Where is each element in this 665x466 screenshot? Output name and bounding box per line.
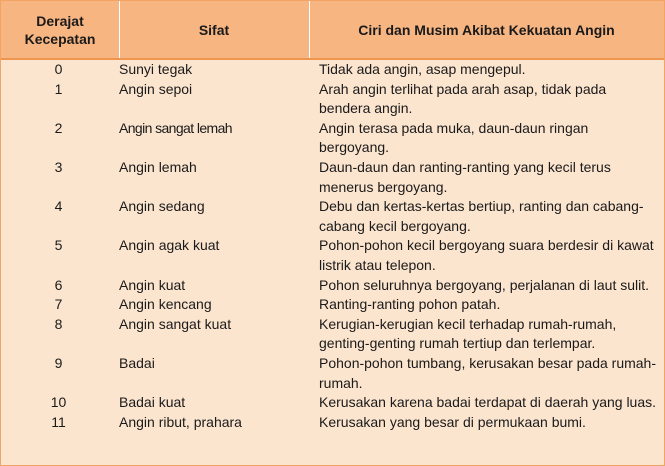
cell-derajat: 9 [54, 354, 63, 371]
cell-derajat: 8 [54, 315, 63, 332]
cell-sifat: Angin sangat lemah [119, 119, 232, 136]
cell-sifat: Angin lemah [119, 158, 197, 175]
cell-derajat: 11 [51, 413, 66, 430]
cell-derajat: 0 [54, 61, 63, 77]
cell-ciri-line: Arah angin terlihat pada arah asap, tidak pada [319, 80, 607, 97]
cell-derajat: 4 [54, 198, 63, 215]
cell-derajat: 6 [54, 276, 63, 293]
table-row [1, 354, 664, 393]
table-row [1, 197, 664, 236]
cell-ciri-line: Ranting-ranting pohon patah. [319, 296, 501, 313]
cell-ciri-line: cabang kecil bergoyang. [319, 217, 471, 234]
cell-ciri-line: Tidak ada angin, asap mengepul. [319, 61, 526, 77]
header-derajat-line2: Kecepatan [24, 30, 96, 47]
cell-ciri [319, 158, 664, 197]
cell-ciri [319, 236, 664, 275]
cell-sifat: Angin kuat [119, 276, 186, 293]
cell-ciri-line: Kerugian-kerugian kecil terhadap rumah-rumah, [319, 315, 617, 332]
table-row [1, 60, 664, 80]
header-sifat: Sifat [198, 21, 230, 38]
table-row [1, 315, 664, 354]
cell-sifat: Angin kencang [119, 296, 212, 313]
cell-ciri-line: menerus bergoyang. [319, 178, 448, 195]
cell-ciri [319, 295, 664, 315]
cell-ciri-line: listrik atau telepon. [319, 256, 436, 273]
cell-ciri [319, 197, 664, 236]
cell-ciri [319, 60, 664, 80]
cell-derajat: 2 [54, 119, 63, 136]
cell-ciri [319, 119, 664, 158]
table-row [1, 413, 664, 433]
table-body [1, 60, 664, 432]
table-row [1, 80, 664, 119]
cell-ciri-line: Pohon-pohon kecil bergoyang suara berdesir di kawat [319, 237, 654, 254]
cell-ciri-line: Pohon seluruhnya bergoyang, perjalanan di laut sulit. [319, 276, 650, 293]
cell-sifat: Angin sangat kuat [119, 315, 232, 332]
cell-ciri-line: Debu dan kertas-kertas bertiup, ranting dan cabang- [319, 198, 644, 215]
cell-derajat: 7 [54, 296, 63, 313]
cell-ciri [319, 80, 664, 119]
cell-derajat: 3 [54, 158, 63, 175]
cell-ciri [319, 354, 664, 393]
cell-sifat: Badai kuat [119, 394, 186, 411]
cell-ciri-line: bendera angin. [319, 100, 413, 117]
table-row [1, 236, 664, 275]
cell-ciri-line: Angin terasa pada muka, daun-daun ringan [319, 119, 589, 136]
header-derajat-kecepatan [1, 1, 119, 58]
cell-ciri [319, 393, 664, 413]
cell-ciri-line: Kerusakan yang besar di permukaan bumi. [319, 413, 586, 430]
cell-ciri-line: Daun-daun dan ranting-ranting yang kecil terus [319, 158, 611, 175]
cell-ciri [319, 413, 664, 433]
cell-ciri-line: bergoyang. [319, 139, 390, 156]
cell-derajat: 5 [54, 237, 63, 254]
cell-ciri-line: Pohon-pohon tumbang, kerusakan besar pada rumah- [319, 354, 656, 371]
cell-sifat: Badai [119, 354, 155, 371]
cell-sifat: Angin sepoi [119, 80, 193, 97]
cell-ciri [319, 276, 664, 296]
table-row [1, 158, 664, 197]
cell-sifat: Angin ribut, prahara [119, 413, 242, 430]
table-row [1, 276, 664, 296]
cell-sifat: Sunyi tegak [119, 61, 193, 77]
cell-ciri-line: rumah. [319, 374, 363, 391]
header-derajat-line1: Derajat [36, 12, 84, 29]
table-row [1, 295, 664, 315]
cell-sifat: Angin sedang [119, 198, 205, 215]
cell-ciri-line: Kerusakan karena badai terdapat di daerah yang luas. [319, 394, 657, 411]
cell-ciri [319, 315, 664, 354]
table-row [1, 393, 664, 413]
table-row [1, 119, 664, 158]
header-ciri: Ciri dan Musim Akibat Kekuatan Angin [358, 21, 615, 38]
cell-derajat: 10 [50, 394, 67, 411]
cell-sifat: Angin agak kuat [119, 237, 220, 254]
cell-derajat: 1 [54, 80, 63, 97]
table-header [1, 1, 664, 60]
cell-ciri-line: genting-genting rumah tertiup dan terlempar. [319, 335, 596, 352]
